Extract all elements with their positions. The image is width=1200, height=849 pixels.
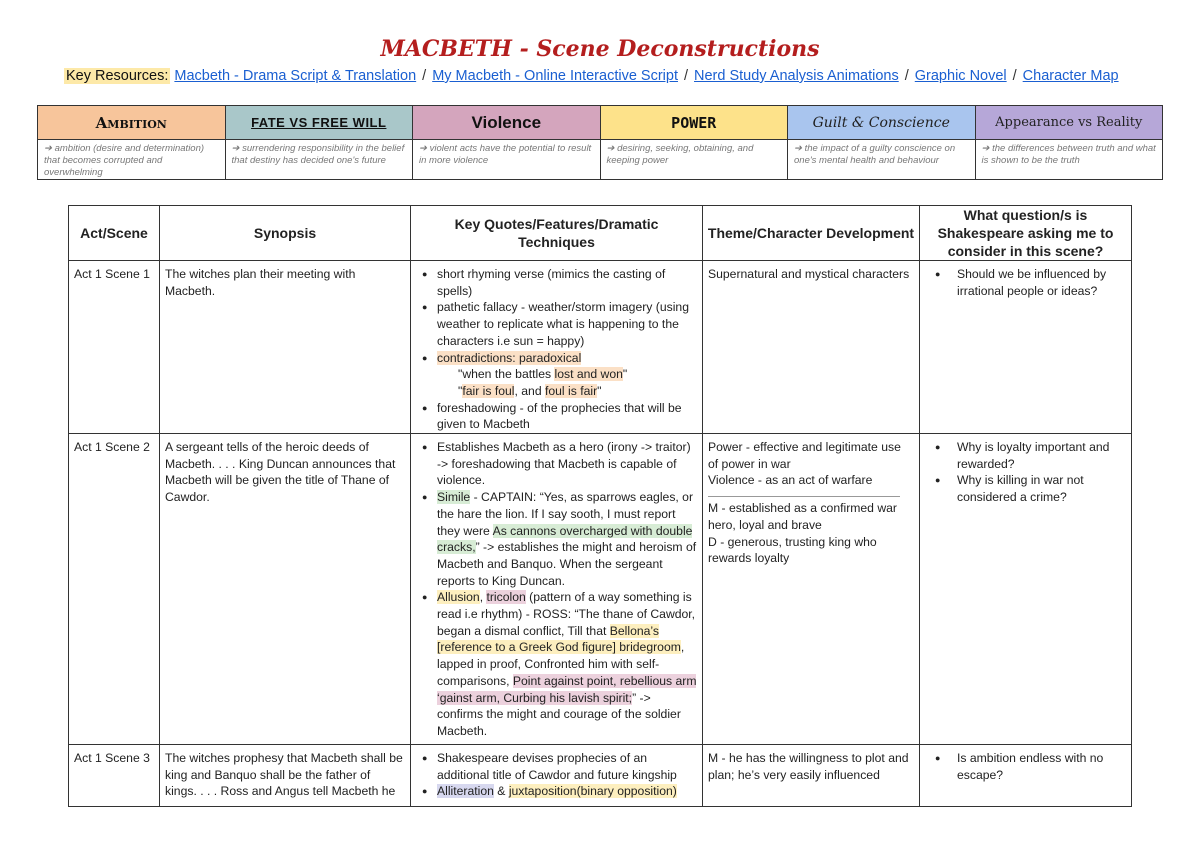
- themes-table: [37, 105, 1163, 180]
- separator: /: [422, 68, 427, 84]
- cell-scene: Act 1 Scene 3: [69, 745, 160, 807]
- character-line: D - generous, trusting king who rewards loyalty: [708, 534, 877, 566]
- cell-questions: [920, 434, 1132, 745]
- cell-scene: Act 1 Scene 1: [69, 261, 160, 434]
- table-row: [69, 261, 1132, 434]
- link-interactive-script[interactable]: My Macbeth - Online Interactive Script: [432, 68, 678, 84]
- list-item: ● Is ambition endless with no escape?: [925, 750, 1126, 783]
- cell-quotes: [411, 261, 703, 434]
- cell-synopsis: The witches prophesy that Macbeth shall be king and Banquo shall be the father of kings. . . . Ross and Angus tell Macbeth he: [160, 745, 411, 807]
- separator: /: [1012, 68, 1017, 84]
- separator: /: [904, 68, 909, 84]
- cell-synopsis: The witches plan their meeting with Macbeth.: [160, 261, 411, 434]
- list-item: ● Allusion, tricolon (pattern of a way something is read i.e rhythm) - ROSS: “The thane of Cawdor, began a dismal conflict, Till that Bellona’s [reference to a Greek God figure] bridegroom, lapped in proof, Confronted him with self-comparisons, Point against point, rebellious arm ‘gainst arm, Curbing his lavish spirit;” -> confirms the might and courage of the soldier Macbeth.: [416, 589, 697, 739]
- header-synopsis: Synopsis: [160, 206, 411, 261]
- list-item: ● contradictions: paradoxical: [416, 350, 697, 367]
- theme-guilt: Guilt & Conscience: [788, 106, 976, 140]
- table-header-row: [69, 206, 1132, 261]
- list-item: ● Should we be influenced by irrational people or ideas?: [925, 266, 1126, 299]
- cell-questions: [920, 745, 1132, 807]
- key-resources-label: Key Resources:: [66, 68, 169, 84]
- cell-synopsis: A sergeant tells of the heroic deeds of Macbeth. . . . King Duncan announces that Macbeth will be given the title of Thane of Cawdor.: [160, 434, 411, 745]
- cell-quotes: [411, 745, 703, 807]
- list-item: ● pathetic fallacy - weather/storm imagery (using weather to replicate what is happening to the characters i.e sun = happy): [416, 299, 697, 349]
- theme-violence: Violence: [413, 106, 601, 140]
- theme-line: Violence - as an act of warfare: [708, 473, 873, 488]
- list-item: ● short rhyming verse (mimics the casting of spells): [416, 266, 697, 299]
- theme-desc-appearance: ➔ the differences between truth and what is shown to be the truth: [975, 140, 1163, 180]
- list-item: ● Shakespeare devises prophecies of an additional title of Cawdor and future kingship: [416, 750, 697, 783]
- theme-power: POWER: [600, 106, 788, 140]
- character-line: M - established as a confirmed war hero, loyal and brave: [708, 501, 897, 532]
- divider: [708, 496, 900, 497]
- cell-questions: [920, 261, 1132, 434]
- list-item: ● foreshadowing - of the prophecies that will be given to Macbeth: [416, 400, 697, 433]
- theme-desc-guilt: ➔ the impact of a guilty conscience on one's mental health and behaviour: [788, 140, 976, 180]
- link-graphic-novel[interactable]: Graphic Novel: [914, 68, 1007, 84]
- cell-theme: M - he has the willingness to plot and plan; he’s very easily influenced: [703, 745, 920, 807]
- theme-line: Power - effective and legitimate use of power in war: [708, 440, 901, 471]
- list-item: ● Simile - CAPTAIN: “Yes, as sparrows eagles, or the hare the lion. If I say sooth, I must report they were As cannons overcharged with double cracks,” -> establishes the might and heroism of Macbeth and Banquo. When the sergeant reports to King Duncan.: [416, 489, 697, 589]
- key-resources-bar: [64, 68, 1164, 84]
- theme-ambition: Ambition: [38, 106, 226, 140]
- theme-desc-power: ➔ desiring, seeking, obtaining, and keeping power: [600, 140, 788, 180]
- header-act-scene: Act/Scene: [69, 206, 160, 261]
- scene-table: [68, 205, 1132, 807]
- list-item: ● Alliteration & juxtaposition(binary opposition): [416, 783, 697, 800]
- list-item: ● Why is killing in war not considered a crime?: [925, 472, 1126, 505]
- table-row: [69, 434, 1132, 745]
- link-character-map[interactable]: Character Map: [1022, 68, 1119, 84]
- link-nerd-study[interactable]: Nerd Study Analysis Animations: [694, 68, 899, 84]
- cell-theme: [703, 434, 920, 745]
- page-title: MACBETH - Scene Deconstructions: [380, 36, 820, 62]
- header-theme: Theme/Character Development: [703, 206, 920, 261]
- header-question: What question/s is Shakespeare asking me to consider in this scene?: [920, 206, 1132, 261]
- theme-desc-ambition: ➔ ambition (desire and determination) that becomes corrupted and overwhelming: [38, 140, 226, 180]
- theme-fate: FATE VS FREE WILL: [225, 106, 413, 140]
- link-drama-script[interactable]: Macbeth - Drama Script & Translation: [174, 68, 417, 84]
- list-item: ● Establishes Macbeth as a hero (irony -> traitor) -> foreshadowing that Macbeth is capable of violence.: [416, 439, 697, 489]
- theme-desc-violence: ➔ violent acts have the potential to result in more violence: [413, 140, 601, 180]
- quote-line: "when the battles lost and won": [458, 367, 628, 382]
- cell-quotes: [411, 434, 703, 745]
- list-item: ● Why is loyalty important and rewarded?: [925, 439, 1126, 472]
- cell-theme: Supernatural and mystical characters: [703, 261, 920, 434]
- cell-scene: Act 1 Scene 2: [69, 434, 160, 745]
- table-row: [69, 745, 1132, 807]
- theme-appearance: Appearance vs Reality: [975, 106, 1163, 140]
- theme-desc-fate: ➔ surrendering responsibility in the belief that destiny has decided one's future: [225, 140, 413, 180]
- quote-line: "fair is foul, and foul is fair": [458, 383, 602, 398]
- header-key-quotes: Key Quotes/Features/Dramatic Techniques: [411, 206, 703, 261]
- separator: /: [683, 68, 689, 84]
